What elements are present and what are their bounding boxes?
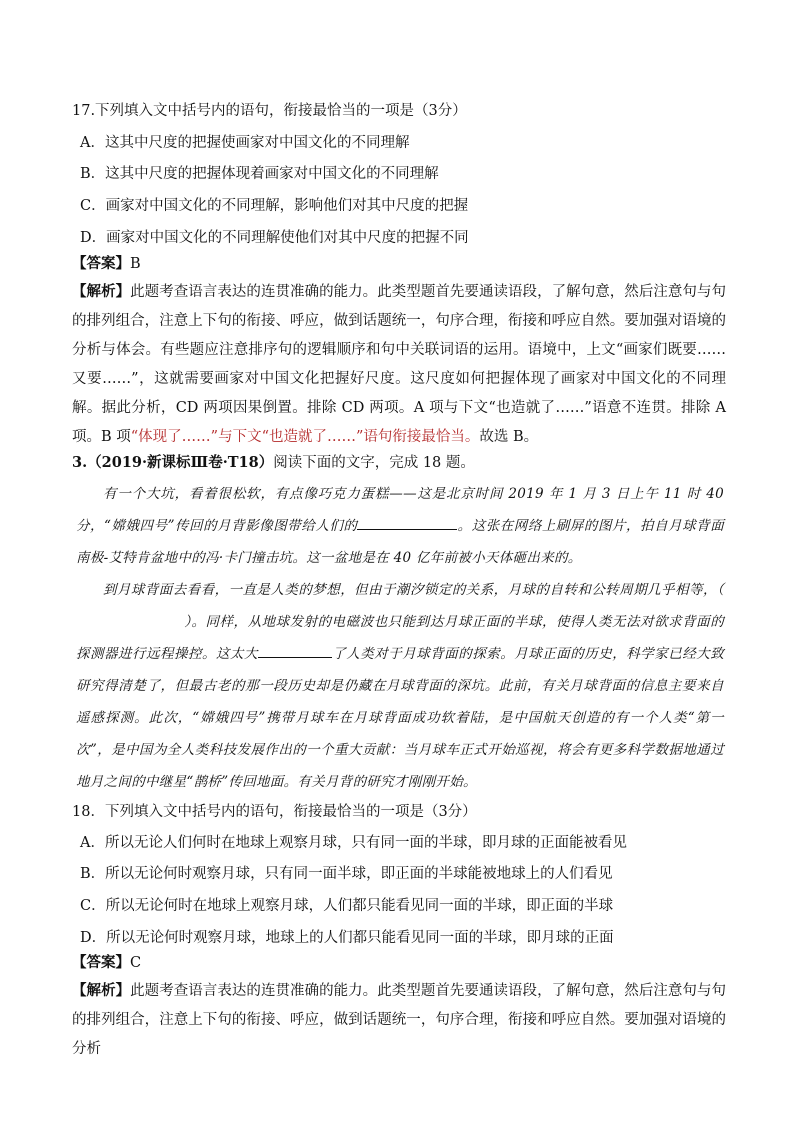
q18-option-b: B．所以无论何时观察月球，只有同一面半球，即正面的半球能被地球上的人们看见 — [80, 866, 613, 882]
section-3-header — [72, 453, 475, 473]
q18-analysis — [72, 976, 726, 1064]
q18-option-c: C．所以无论何时在地球上观察月球，人们都只能看见同一面的半球，即正面的半球 — [80, 898, 614, 914]
q17-answer — [72, 254, 141, 274]
answer-value: C — [130, 955, 142, 971]
q17-analysis — [72, 277, 726, 452]
passage-paragraph-1 — [76, 478, 724, 574]
q17-option-c: C．画家对中国文化的不同理解，影响他们对其中尺度的把握 — [80, 198, 469, 214]
fill-blank — [357, 515, 457, 530]
analysis-tag: 【解析】 — [72, 283, 131, 300]
paren-open: （ — [716, 582, 724, 598]
analysis-highlight: “体现了……”与下文“也造就了……”语句衔接最恰当。 — [130, 429, 480, 445]
passage-text: 有一个大坑，看着很松软，有点像巧克力蛋糕——这是北京时间 2019 年 1 月 3 日上午 11 时 40 分，“嫦娥四号”传回的月背影像图带给人们的 — [76, 486, 724, 534]
reading-passage — [76, 478, 724, 798]
answer-value: B — [130, 256, 141, 272]
paren-close: ） — [184, 614, 192, 630]
q18-option-d: D．所以无论何时观察月球，地球上的人们都只能看见同一面的半球，即月球的正面 — [80, 930, 614, 946]
analysis-text: 此题考查语言表达的连贯准确的能力。此类型题首先要通读语段，了解句意，然后注意句与句的排列组合，注意上下句的衔接、呼应，做到话题统一，句序合理，衔接和呼应自然。要加强对语境的分析与体会。有些题应注意排序句的逻辑顺序和句中关联词语的运用。语境中，上文“画家们既要……又要……”，这就需要画家对中国文化把握好尺度。这尺度如何把握体现了画家对中国文化的不同理解。据此分析，CD 两项因果倒置。排除 CD 两项。A 项与下文“也造就了……”语意不连贯。排除 A 项。B 项 — [72, 284, 727, 445]
passage-paragraph-2 — [76, 574, 724, 798]
question-18-stem: 18．下列填入文中括号内的语句，衔接最恰当的一项是（3分） — [72, 804, 477, 820]
passage-text: 。同样，从地球发射的电磁波也只能到达月球正面的半球，使得人类无法对欲求背面的探测器进行远程操控。这太大 — [76, 614, 724, 662]
q17-option-a: A．这其中尺度的把握使画家对中国文化的不同理解 — [80, 135, 410, 151]
section-source: 3.（2019·新课标Ⅲ卷·T18） — [72, 454, 274, 471]
passage-text: 了人类对于月球背面的探索。月球正面的历史，科学家已经大致研究得清楚了，但最古老的那一段历史却是仍藏在月球背面的深坑。此前，有关月球背面的信息主要来自遥感探测。此次，“嫦娥四号”携带月球车在月球背面成功软着陆，是中国航天创造的有一个人类“第一次”，是中国为全人类科技发展作出的一个重大贡献：当月球车正式开始巡视，将会有更多科学数据地通过地月之间的中继星“鹊桥”传回地面。有关月背的研究才刚刚开始。 — [76, 646, 724, 790]
q17-option-d: D．画家对中国文化的不同理解使他们对其中尺度的把握不同 — [80, 230, 469, 246]
analysis-tag: 【解析】 — [72, 982, 131, 999]
question-17-stem: 17.下列填入文中括号内的语句，衔接最恰当的一项是（3分） — [72, 103, 467, 119]
passage-text: 到月球背面去看看，一直是人类的梦想，但由于潮汐锁定的关系，月球的自转和公转周期几乎相等， — [103, 582, 717, 598]
analysis-conclusion: 故选 B。 — [479, 429, 539, 445]
passage-text: 。这张在网络上刷屏的图片，拍自月球背面南极-艾特肯盆地中的冯·卡门撞击坑。这一盆地是在 40 亿年前被小天体砸出来的。 — [76, 518, 725, 566]
q17-option-b: B．这其中尺度的把握体现着画家对中国文化的不同理解 — [80, 166, 439, 182]
section-instruction: 阅读下面的文字，完成 18 题。 — [273, 455, 475, 471]
fill-blank — [258, 643, 332, 658]
analysis-text: 此题考查语言表达的连贯准确的能力。此类型题首先要通读语段，了解句意，然后注意句与句的排列组合，注意上下句的衔接、呼应，做到话题统一，句序合理，衔接和呼应自然。要加强对语境的分析 — [72, 983, 727, 1057]
answer-tag: 【答案】 — [72, 255, 130, 272]
q18-option-a: A．所以无论人们何时在地球上观察月球，只有同一面的半球，即月球的正面能被看见 — [80, 835, 627, 851]
answer-tag: 【答案】 — [72, 954, 130, 971]
q18-answer — [72, 953, 141, 973]
